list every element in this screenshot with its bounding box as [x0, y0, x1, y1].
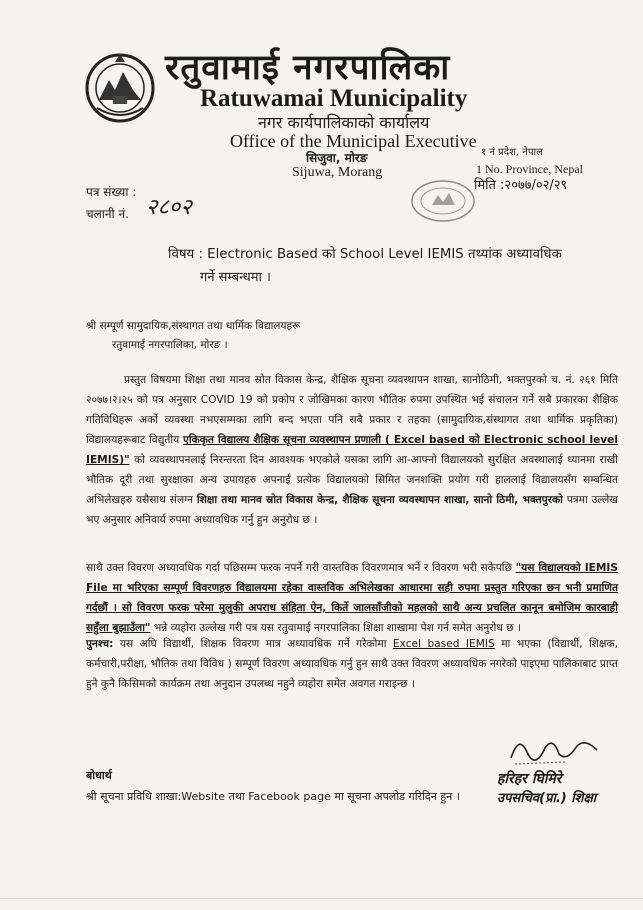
- p1-underlined: एकिकृत विद्यालय शैक्षिक सूचना व्यवस्थापन प्रणाली ( Excel based को Electronic school level IEMIS)": [86, 434, 618, 466]
- municipality-name-nepali: रतुवामाई नगरपालिका: [165, 47, 451, 88]
- letter-number-label: पत्र संख्या :: [86, 185, 137, 199]
- body-paragraph-2: [86, 558, 618, 638]
- p1-text-c: पत्रमा उल्लेख भए अनुसार अनिवार्य रुपमा अध्यावधिक गर्नु हुन अनुरोध छ ।: [86, 494, 618, 526]
- page-bottom-divider: [0, 898, 643, 899]
- signatory-name: हरिहर घिमिरे: [497, 771, 562, 787]
- body-paragraph-1: [86, 370, 618, 530]
- signatory-title: उपसचिव(प्रा.) शिक्षा: [497, 791, 597, 806]
- p3-text-a: यस अघि विद्यार्थी, शिक्षक विवरण मात्र अध्यावधिक गर्ने गरेकोमा: [113, 638, 393, 650]
- office-name-nepali: नगर कार्यपालिकाको कार्यालय: [258, 113, 430, 132]
- p2-text-a: साथै उक्त विवरण अध्यावधिक गर्दा पछिसम्म फरक नपर्ने गरी वास्तविक विवरणमात्र भर्ने र विवरण भरी सकेपछि: [86, 562, 516, 574]
- p3-underlined: Excel based IEMIS: [392, 638, 495, 650]
- municipality-seal-icon: [85, 50, 155, 126]
- p3-label: पुनश्च:: [86, 638, 114, 650]
- office-name-english: Office of the Municipal Executive: [230, 131, 477, 151]
- p3-text-b: मा भएका (विद्यार्थी, शिक्षक, कर्मचारी,परीक्षा, भौतिक तथा विविध ) सम्पूर्ण विवरण अध्यावधिक गर्नु हुन साथै उक्त विवरण अध्यावधिक नगरेको पाइएमा पालिकाबाट प्राप्त हुने कुनै किसिमको कार्यक्रम तथा अनुदान उपलब्ध नहुने व्यहोरा समेत अवगत गराइन्छ ।: [86, 638, 618, 690]
- p2-underlined: "यस विद्यालयको IEMIS File मा भरिएका सम्पूर्ण विवरणहरु विद्यालयमा रहेका वास्तविक अभिलेखका आधारमा सही रुपमा प्रस्तुत गरिएका छन भनी प्रमाणित गर्दछौं । सो विवरण फरक परेमा मुलुकी अपराध संहिता ऐन, किर्ते जालसाँजीको महलको साथै अन्य प्रचलित कानून बमोजिम कारबाही सहुँला बुझाउँला": [86, 562, 618, 634]
- subject-line: विषय : Electronic Based को School Level IEMIS तथ्यांक अध्यावधिक: [168, 247, 562, 262]
- province-nepali: १ नं प्रदेश, नेपाल: [481, 147, 543, 158]
- addressee-line-2: रतुवामाई नगरपालिका, मोरङ ।: [112, 339, 228, 351]
- copy-to-title: बोधार्थ: [86, 769, 112, 782]
- address-nepali: सिजुवा, मोरङ: [306, 151, 368, 165]
- p1-bold: शिक्षा तथा मानव स्रोत विकास केन्द्र, शैक्षिक सूचना व्यवस्थापन शाखा, सानो ठिमी, भक्तपुरको: [196, 494, 563, 506]
- address-english: Sijuwa, Morang: [292, 165, 383, 180]
- copy-to-body: श्री सूचना प्रविधि शाखा:Website तथा Facebook page मा सूचना अपलोड गरिदिन हुन ।: [86, 790, 460, 803]
- province-english: 1 No. Province, Nepal: [476, 162, 583, 176]
- p2-text-b: भन्ने व्यहोरा उल्लेख गरी पत्र यस रतुवामाई नगरपालिका शिक्षा शाखामा पेश गर्न समेत अनुरोध छ ।: [150, 622, 522, 634]
- subject-line-2: गर्ने सम्बन्धमा ।: [200, 270, 271, 285]
- municipality-name-english: Ratuwamai Municipality: [200, 85, 468, 112]
- addressee-line-1: श्री सम्पूर्ण सामुदायिक,संस्थागत तथा धार्मिक विद्यालयहरू: [86, 320, 301, 332]
- handwritten-signature-icon: [505, 728, 605, 770]
- dispatch-number-label: चलानी नं.: [86, 207, 129, 221]
- office-stamp-icon: [410, 178, 476, 224]
- dispatch-number: २८०२: [146, 195, 192, 220]
- letter-date: मिति :२०७७/०२/२९: [474, 178, 568, 193]
- p1-text-b: को व्यवस्थापनलाई निरन्तरता दिन आवश्यक भएकोले यसका लागि आ-आफ्नो विद्यालयको सुरक्षित अवस्थालाई ध्यानमा राखी भौतिक दूरी तथा सुरक्षाका अन्य उपायहरु अपनाई प्रत्येक विद्यालयको सिमित जनशक्ति प्रयोग गरी हाललाई विद्यालयसँग सम्बन्धित अभिलेखहरु यसैसाथ संलग्न: [86, 454, 618, 506]
- body-paragraph-3: [86, 634, 618, 694]
- p1-text-a: प्रस्तुत विषयमा शिक्षा तथा मानव स्रोत विकास केन्द्र, शैक्षिक सूचना व्यवस्थापन शाखा, सानोठिमी, भक्तपुरको च. नं. २६१ मिति २०७७।२।२५ को पत्र अनुसार COVID 19 को प्रकोप र जोखिमका कारण भौतिक रुपमा उपस्थित भई संचालन गर्ने सबै प्रकारका शैक्षिक गतिविधिहरू अर्को व्यवस्था नभएसम्मका लागि बन्द भएता पनि सबै प्रकार र तहका (सामुदायिक,संस्थागत तथा धार्मिक प्रकृतिका) विद्यालयहरूबाट विद्युतीय: [86, 374, 618, 446]
